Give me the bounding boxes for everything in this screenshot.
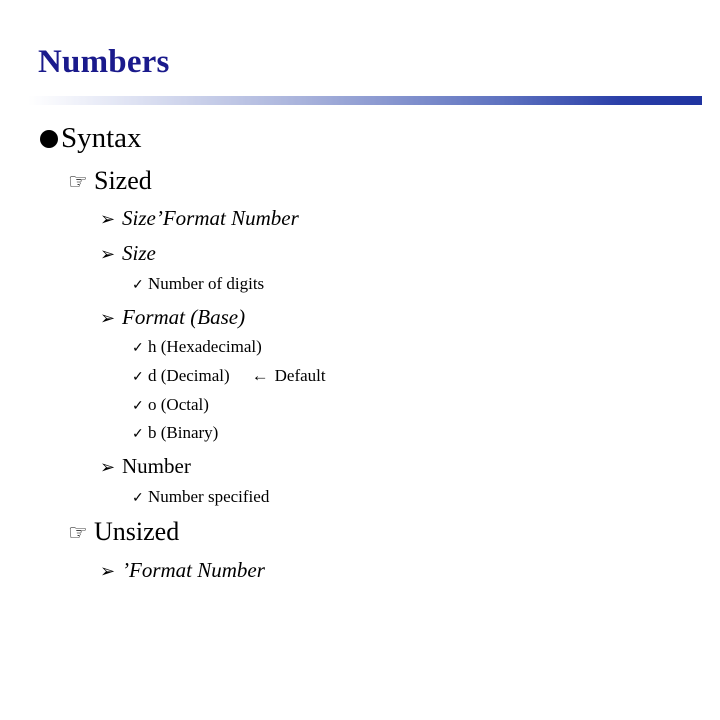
filled-circle-bullet-icon	[40, 130, 58, 148]
bullet-text: ’Format Number	[122, 558, 265, 582]
bullet-oct	[132, 395, 209, 415]
bullet-number-of-digits	[132, 274, 264, 294]
bullet-text: Sized	[94, 166, 152, 195]
bullet-hex	[132, 337, 262, 357]
arrow-bullet-icon: ➢	[100, 561, 116, 581]
bullet-text: o (Octal)	[148, 395, 209, 414]
bullet-text: Number	[122, 454, 191, 478]
bullet-text: b (Binary)	[148, 423, 219, 442]
check-mark-icon: ✓	[132, 491, 144, 506]
bullet-sized	[68, 166, 152, 196]
bullet-text: Number of digits	[148, 274, 265, 293]
arrow-bullet-icon: ➢	[100, 209, 116, 229]
pointing-hand-icon: ☞	[68, 169, 88, 194]
arrow-bullet-icon: ➢	[100, 457, 116, 477]
default-note	[252, 366, 326, 386]
default-label: Default	[274, 366, 326, 385]
arrow-bullet-icon: ➢	[100, 244, 116, 264]
bullet-text: Unsized	[94, 517, 180, 546]
bullet-bin	[132, 423, 218, 443]
check-mark-icon: ✓	[132, 341, 144, 356]
title-underline	[28, 96, 702, 105]
check-mark-icon: ✓	[132, 278, 144, 293]
bullet-text: Number specified	[148, 487, 270, 506]
bullet-text: h (Hexadecimal)	[148, 337, 262, 356]
bullet-text: d (Decimal)	[148, 366, 230, 385]
check-mark-icon: ✓	[132, 399, 144, 414]
bullet-dec	[132, 366, 326, 386]
bullet-size-format-number	[100, 206, 299, 231]
slide-title: Numbers	[38, 44, 170, 80]
bullet-text: Size’Format Number	[122, 206, 299, 230]
bullet-text: Size	[122, 241, 156, 265]
bullet-number	[100, 454, 191, 479]
bullet-unsized	[68, 517, 179, 547]
bullet-size	[100, 241, 156, 266]
bullet-text: Syntax	[61, 122, 142, 154]
bullet-format-base	[100, 305, 245, 330]
bullet-text: Format (Base)	[122, 305, 246, 329]
bullet-format-number	[100, 558, 265, 583]
check-mark-icon: ✓	[132, 427, 144, 442]
bullet-syntax	[40, 122, 142, 155]
check-mark-icon: ✓	[132, 370, 144, 385]
bullet-number-specified	[132, 487, 269, 507]
pointing-hand-icon: ☞	[68, 520, 88, 545]
arrow-bullet-icon: ➢	[100, 308, 116, 328]
left-arrow-icon: ←	[251, 366, 269, 385]
